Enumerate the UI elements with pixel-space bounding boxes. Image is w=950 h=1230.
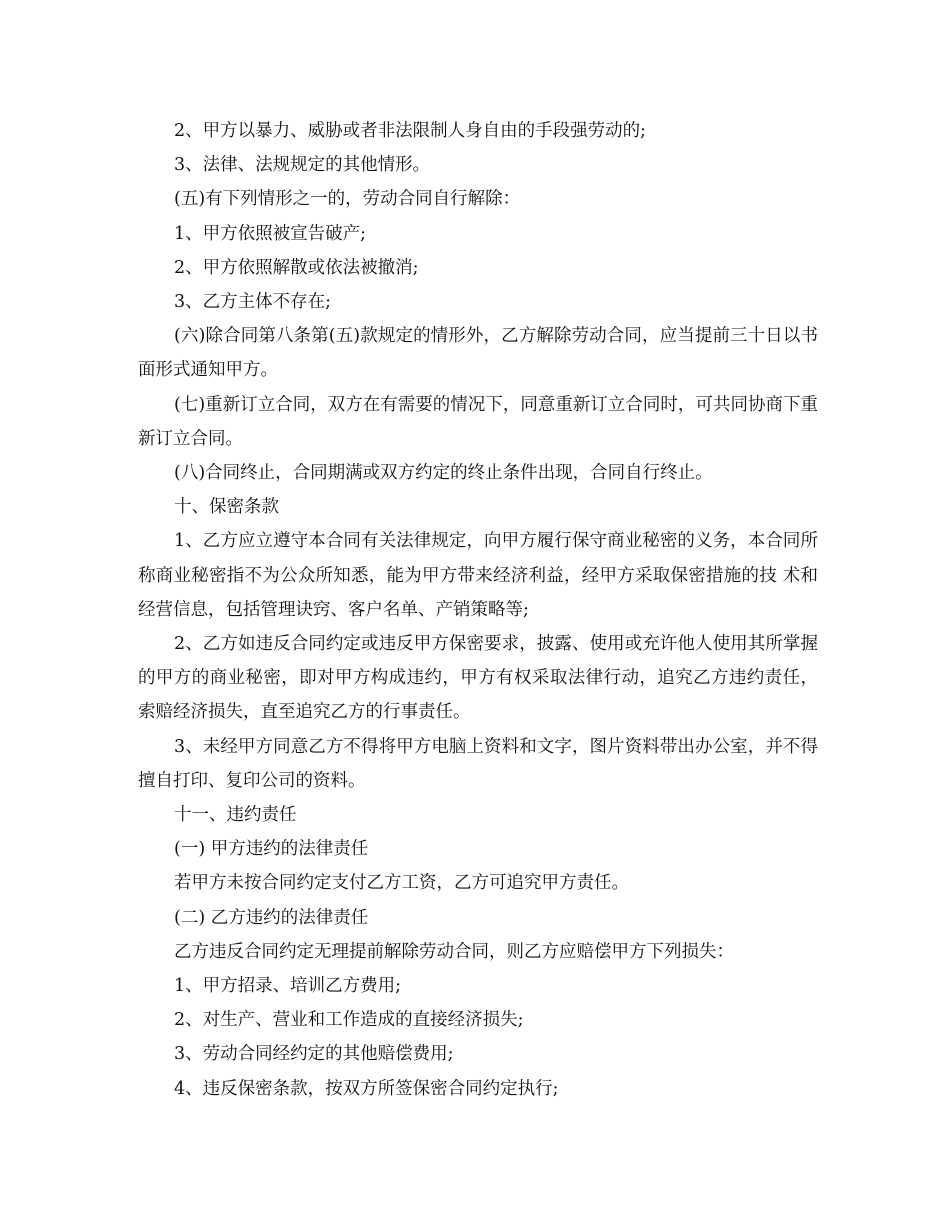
heading-breach-liability: 十一、违约责任 [174, 805, 297, 826]
paragraph-party-a-liability: 若甲方未按合同约定支付乙方工资，乙方可追究甲方责任。 [174, 873, 629, 894]
heading-confidentiality: 十、保密条款 [174, 497, 279, 518]
paragraph-confidentiality-3: 3、未经甲方同意乙方不得将甲方电脑上资料和文字，图片资料带出办公室，并不得擅自打印、复印公司的资料。 [138, 736, 818, 791]
heading-party-a-liability: (一) 甲方违约的法律责任 [174, 839, 369, 860]
paragraph-section-5-item-2: 2、甲方依照解散或依法被撤消; [174, 257, 419, 278]
paragraph-section-5-heading: (五)有下列情形之一的，劳动合同自行解除： [174, 189, 521, 210]
paragraph-section-7: (七)重新订立合同，双方在有需要的情况下，同意重新订立合同时，可共同协商下重新订立合同。 [138, 394, 818, 449]
paragraph-termination-item-2: 2、甲方以暴力、威胁或者非法限制人身自由的手段强劳动的; [174, 121, 647, 141]
paragraph-loss-item-4: 4、违反保密条款，按双方所签保密合同约定执行; [174, 1078, 559, 1099]
paragraph-loss-item-3: 3、劳动合同经约定的其他赔偿费用; [174, 1044, 454, 1065]
paragraph-confidentiality-2: 2、乙方如违反合同约定或违反甲方保密要求，披露、使用或充许他人使用其所掌握 的甲方的商业秘密，即对甲方构成违约，甲方有权采取法律行动，追究乙方违约责任，索赔经济损失，直至追究乙方的行事责任。 [138, 634, 818, 723]
paragraph-section-6: (六)除合同第八条第(五)款规定的情形外，乙方解除劳动合同，应当提前三十日以书面形式通知甲方。 [138, 326, 818, 381]
paragraph-termination-item-3: 3、法律、法规规定的其他情形。 [174, 155, 431, 176]
heading-party-b-liability: (二) 乙方违约的法律责任 [174, 907, 369, 928]
paragraph-loss-item-2: 2、对生产、营业和工作造成的直接经济损失; [174, 1010, 524, 1031]
paragraph-section-5-item-3: 3、乙方主体不存在; [174, 292, 332, 313]
contract-body [138, 114, 818, 1106]
paragraph-section-5-item-1: 1、甲方依照被宣告破产; [174, 223, 367, 244]
paragraph-party-b-liability: 乙方违反合同约定无理提前解除劳动合同，则乙方应赔偿甲方下列损失： [174, 941, 734, 962]
paragraph-loss-item-1: 1、甲方招录、培训乙方费用; [174, 976, 402, 997]
paragraph-confidentiality-1: 1、乙方应立遵守本合同有关法律规定，向甲方履行保守商业秘密的义务，本合同所称商业秘密指不为公众所知悉，能为甲方带来经济利益，经甲方采取保密措施的技 术和经营信息，包括管理诀窍、客户名单、产销策略等; [138, 531, 818, 620]
paragraph-section-8: (八)合同终止，合同期满或双方约定的终止条件出现，合同自行终止。 [174, 463, 713, 484]
